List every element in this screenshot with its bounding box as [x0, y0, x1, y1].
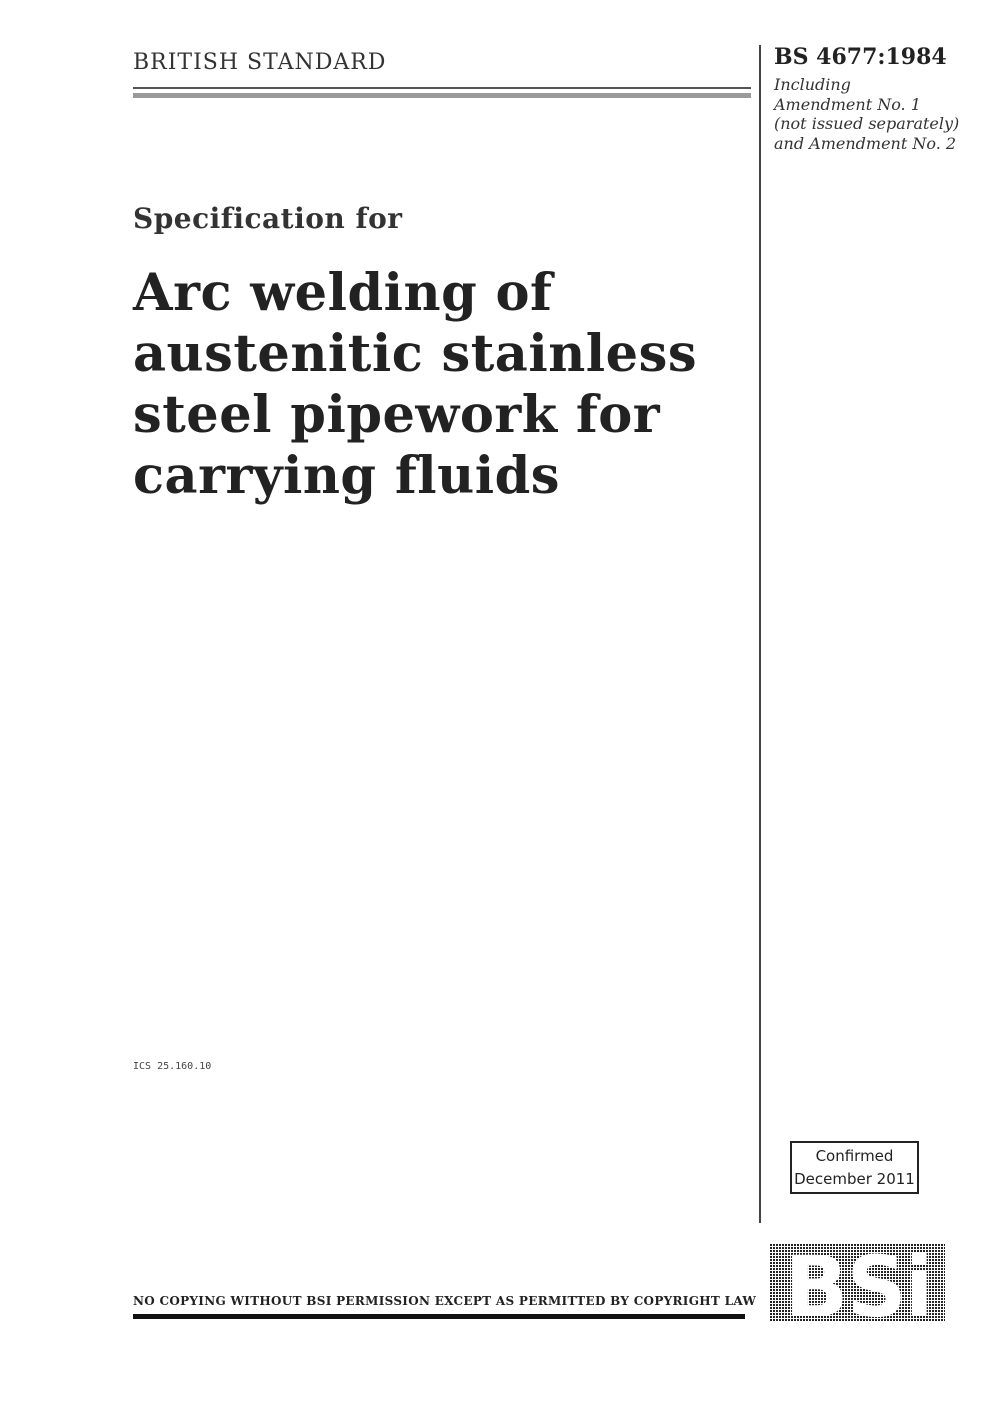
confirmation-date: December 2011 — [794, 1170, 915, 1188]
title-prefix: Specification for — [133, 202, 403, 235]
title-line: carrying fluids — [133, 446, 560, 506]
amendment-note — [774, 75, 974, 153]
footer-rule — [133, 1314, 745, 1319]
bsi-logo-icon — [770, 1244, 945, 1322]
title-line: austenitic stainless — [133, 324, 698, 384]
amendment-line: Including — [774, 75, 851, 94]
title-line: Arc welding of — [133, 263, 553, 323]
standard-number: BS 4677:1984 — [774, 44, 947, 70]
document-title — [133, 263, 733, 507]
series-label: BRITISH STANDARD — [133, 50, 387, 75]
ics-code: ICS 25.160.10 — [133, 1061, 212, 1072]
vertical-rule — [759, 45, 761, 1223]
header-rule-thin — [133, 87, 751, 89]
svg-text:BSi: BSi — [784, 1244, 932, 1322]
amendment-line: and Amendment No. 2 — [774, 133, 957, 153]
confirmation-stamp — [790, 1141, 919, 1194]
header-rule-thick — [133, 93, 751, 98]
copyright-notice: NO COPYING WITHOUT BSI PERMISSION EXCEPT AS PERMITTED BY COPYRIGHT LAW — [133, 1294, 757, 1308]
amendment-line: (not issued separately) — [774, 114, 960, 133]
confirmation-label: Confirmed — [815, 1147, 894, 1165]
title-line: steel pipework for — [133, 385, 661, 445]
amendment-line: Amendment No. 1 — [774, 94, 921, 114]
